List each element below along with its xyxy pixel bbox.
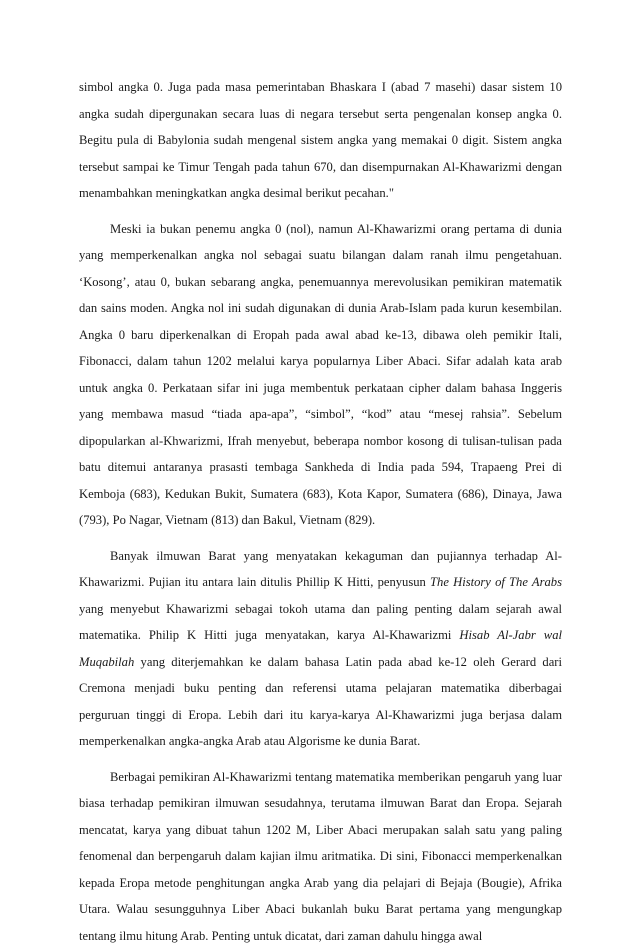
paragraph-3 <box>79 543 562 755</box>
book-title-history-of-arabs: The History of The Arabs <box>430 575 562 589</box>
paragraph-text: Banyak ilmuwan Barat yang menyatakan kekaguman dan pujiannya terhadap Al-Khawarizmi. Pujian itu antara lain ditulis Phillip K Hitti, penyusun <box>79 549 562 590</box>
paragraph-text: yang diterjemahkan ke dalam bahasa Latin pada abad ke-12 oleh Gerard dari Cremona menjadi buku penting dan referensi utama pelajaran matematika diberbagai perguruan tinggi di Eropa. Lebih dari itu karya-karya Al-Khawarizmi juga berjasa dalam memperkenalkan angka-angka Arab atau Algorisme ke dunia Barat. <box>79 655 562 749</box>
paragraph-text: simbol angka 0. Juga pada masa pemerintaban Bhaskara I (abad 7 masehi) dasar sistem 10 angka sudah dipergunakan secara luas di negara tersebut serta pengenalan konsep angka 0. Begitu pula di Babylonia sudah mengenal sistem angka yang memakai 0 digit. Sistem angka tersebut sampai ke Timur Tengah pada tahun 670, dan disempurnakan Al-Khawarizmi dengan menambahkan meningkatkan angka desimal berikut pecahan." <box>79 80 562 200</box>
paragraph-4 <box>79 764 562 949</box>
paragraph-text: Meski ia bukan penemu angka 0 (nol), namun Al-Khawarizmi orang pertama di dunia yang memperkenalkan angka nol sebagai suatu bilangan dalam ranah ilmu pengetahuan. ‘Kosong’, atau 0, bukan sebarang angka, penemuannya merevolusikan pemikiran matematik dan sains moden. Angka nol ini sudah digunakan di dunia Arab-Islam pada kurun kesembilan. Angka 0 baru diperkenalkan di Eropah pada awal abad ke-13, dibawa oleh pemikir Itali, Fibonacci, dalam tahun 1202 melalui karya popularnya Liber Abaci. Sifar adalah kata arab untuk angka 0. Perkataan sifar ini juga membentuk perkataan cipher dalam bahasa Inggeris yang membawa masud “tiada apa-apa”, “simbol”, “kod” atau “mesej rahsia”. Sebelum dipopularkan al-Khwarizmi, Ifrah menyebut, beberapa nombor kosong di tulisan-tulisan pada batu ditemui antaranya prasasti tembaga Sankheda di India pada 594, Trapaeng Prei di Kemboja (683), Kedukan Bukit, Sumatera (683), Kota Kapor, Sumatera (686), Dinaya, Jawa (793), Po Nagar, Vietnam (813) dan Bakul, Vietnam (829). <box>79 222 562 528</box>
paragraph-text: yang menyebut Khawarizmi sebagai tokoh utama dan paling penting dalam sejarah awal matematika. Philip K Hitti juga menyatakan, karya Al-Khawarizmi <box>79 602 562 643</box>
paragraph-1 <box>79 74 562 207</box>
paragraph-text: Berbagai pemikiran Al-Khawarizmi tentang matematika memberikan pengaruh yang luar biasa terhadap pemikiran ilmuwan sesudahnya, terutama ilmuwan Barat dan Eropa. Sejarah mencatat, karya yang dibuat tahun 1202 M, Liber Abaci merupakan salah satu yang paling fenomenal dan berpengaruh dalam kajian ilmu aritmatika. Di sini, Fibonacci memperkenalkan kepada Eropa metode penghitungan angka Arab yang dia pelajari di Bejaja (Bougie), Afrika Utara. Walau sesungguhnya Liber Abaci bukanlah buku Barat pertama yang mengungkap tentang ilmu hitung Arab. Penting untuk dicatat, dari zaman dahulu hingga awal <box>79 770 562 943</box>
book-title-hisab-al-jabr: Hisab Al-Jabr wal Muqabilah <box>79 628 562 669</box>
paragraph-2 <box>79 216 562 534</box>
